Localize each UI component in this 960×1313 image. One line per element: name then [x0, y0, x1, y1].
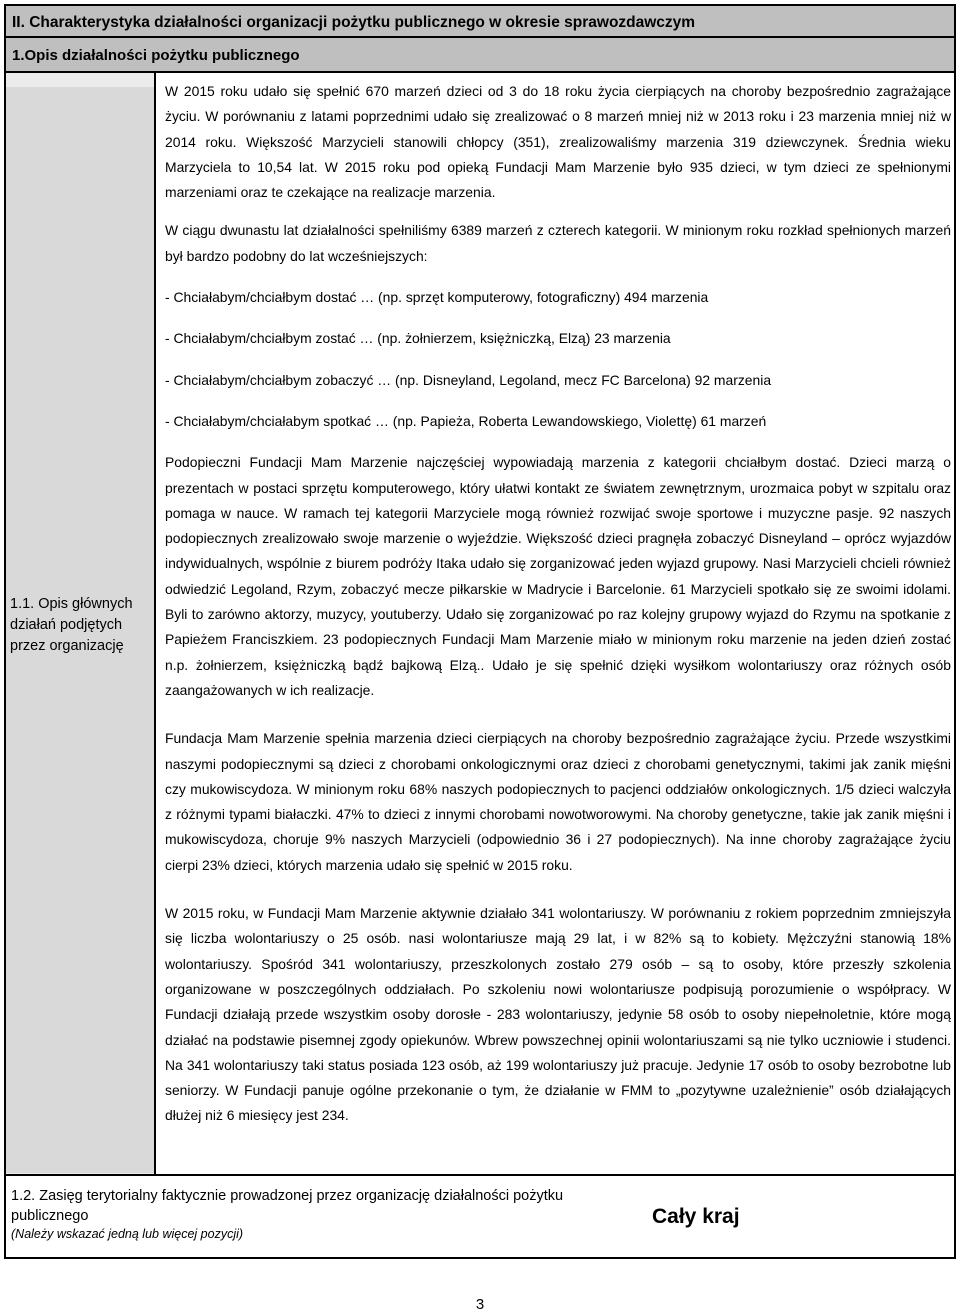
paragraph-diseases: Fundacja Mam Marzenie spełnia marzenia dzieci cierpiących na choroby bezpośrednio zagrażające życiu. Przede wszystkimi naszymi podopiecznymi są dzieci z chorobami onkologicznymi oraz dzieci z chorobami genetycznymi, takimi jak zanik mięśni czy mukowiscydoza. W minionym roku 68% naszych podopiecznych to pacjenci oddziałów onkologicznych. 1/5 dzieci walczyła z różnymi typami białaczki. 47% to dzieci z innymi chorobami nowotworowymi. Na choroby genetyczne, takie jak zanik mięśni i mukowiscydoza, choruje 9% naszych Marzycieli (odpowiednio 36 i 27 podopiecznych). Na inne choroby zagrażające życiu cierpi 23% dzieci, których marzenia udało się spełnić w 2015 roku. — [165, 730, 951, 873]
paragraph-dreams-summary: W 2015 roku udało się spełnić 670 marzeń dzieci od 3 do 18 roku życia cierpiących na choroby bezpośrednio zagrażające życiu. W porównaniu z latami poprzednimi udało się zrealizować o 8 marzeń mniej niż w 2013 roku i 23 marzenia mniej niż w 2014 roku. Większość Marzycieli stanowili chłopcy (351), zrealizowaliśmy marzenia 319 dziewczynek. Średnia wieku Marzyciela to 10,54 lat. W 2015 roku pod opieką Fundacji Mam Marzenie było 935 dzieci, w tym dzieci ze spełnionymi marzeniami oraz te czekające na realizacje marzenia. — [165, 83, 951, 201]
territorial-scope-row — [4, 1176, 956, 1259]
territorial-scope-label: 1.2. Zasięg terytorialny faktycznie prowadzonej przez organizację działalności pożytku publicznego — [11, 1188, 564, 1224]
territorial-scope-value: Cały kraj — [652, 1204, 740, 1228]
page-number: 3 — [475, 1296, 485, 1313]
report-page — [4, 4, 956, 1259]
list-item: - Chciałabym/chciałbym zobaczyć … (np. Disneyland, Legoland, mecz FC Barcelona) 92 marzenia — [165, 371, 772, 388]
activity-description-row — [4, 73, 956, 1176]
paragraph-dream-categories: Podopieczni Fundacji Mam Marzenie najczęściej wypowiadają marzenia z kategorii chciałbym dostać. Dzieci marzą o prezentach w postaci sprzętu komputerowego, który ułatwi kontakt ze światem zewnętrznym, urozmaica pobyt w szpitalu oraz pomaga w nauce. W ramach tej kategorii Marzyciele mogą również rozwijać swoje sportowe i muzyczne pasje. 92 naszych podopiecznych zrealizowało swoje marzenie o wyjeździe. Większość dzieci pragnęła zobaczyć Disneyland – oprócz wyjazdów indywidualnych, wspólnie z biurem podróży Itaka udało się zorganizować jeden wyjazd grupowy. Nasi Marzycieli chcieli również odwiedzić Legoland, Rzym, zobaczyć mecze piłkarskie w Madrycie i Barcelonie. 61 Marzycieli spotkało się ze swoimi idolami. Byli to zarówno aktorzy, muzycy, youtuberzy. Udało się zorganizować po raz kolejny grupowy wyjazd do Rzymu na spotkanie z Papieżem Franciszkiem. 23 podopiecznych Fundacji Mam Marzenie miało w minionym roku marzenie na jeden dzień zostać n.p. żołnierzem, księżniczką bądź bajkową Elzą.. Udało je się spełnić dzięki wysiłkom wolontariuszy oraz różnych osób zaangażowanych w ich realizacje. — [165, 454, 951, 698]
subsection-title: 1.Opis działalności pożytku publicznego — [4, 38, 956, 73]
list-item: - Chciałabym/chciałbym dostać … (np. sprzęt komputerowy, fotograficzny) 494 marzenia — [165, 289, 709, 306]
left-label-cell — [6, 73, 156, 1174]
paragraph-volunteers: W 2015 roku, w Fundacji Mam Marzenie aktywnie działało 341 wolontariuszy. W porównaniu z rokiem poprzednim zmniejszyła się liczba wolontariuszy o 25 osób. nasi wolontariusze mają 29 lat, i w 82% są to kobiety. Mężczyźni stanowią 18% wolontariuszy. Spośród 341 wolontariuszy, przeszkolonych zostało 279 osób – są to osoby, które przeszły szkolenia organizowane w poszczególnych oddziałach. Po szkoleniu nowi wolontariusze podpisują porozumienie o współpracy. W Fundacji działają przede wszystkim osoby dorosłe - 283 wolontariuszy, jedynie 58 osób to osoby niepełnoletnie, które mogą działać na podstawie pisemnej zgody opiekunów. Wbrew powszechnej opinii wolontariuszami są nie tylko uczniowie i studenci. Na 341 wolontariuszy taki status posiada 123 osób, aż 199 wolontariuszy już pracuje. Jedynie 17 osób to osoby bezrobotne lub seniorzy. W Fundacji panuje ogólne przekonanie o tym, że działanie w FMM to „pozytywne uzależnienie” osób działających dłużej niż 6 miesięcy jest 234. — [165, 905, 951, 1124]
list-item: - Chciałabym/chciałabym spotkać … (np. Papieża, Roberta Lewandowskiego, Violettę) 61 marzeń — [165, 412, 767, 429]
territorial-scope-label-cell — [6, 1176, 636, 1257]
territorial-scope-note: (Należy wskazać jedną lub więcej pozycji) — [11, 1227, 244, 1241]
main-activities-label: 1.1. Opis głównych działań podjętych przez organizację — [10, 596, 133, 654]
activity-description-text — [165, 79, 951, 1129]
section-title: II. Charakterystyka działalności organizacji pożytku publicznego w okresie sprawozdawczym — [4, 4, 956, 38]
paragraph-categories-intro: W ciągu dwunastu lat działalności spełniliśmy 6389 marzeń z czterech kategorii. W minionym roku rozkład spełnionych marzeń był bardzo podobny do lat wcześniejszych: — [165, 222, 951, 264]
list-item: - Chciałabym/chciałbym zostać … (np. żołnierzem, księżniczką, Elzą) 23 marzenia — [165, 330, 671, 347]
